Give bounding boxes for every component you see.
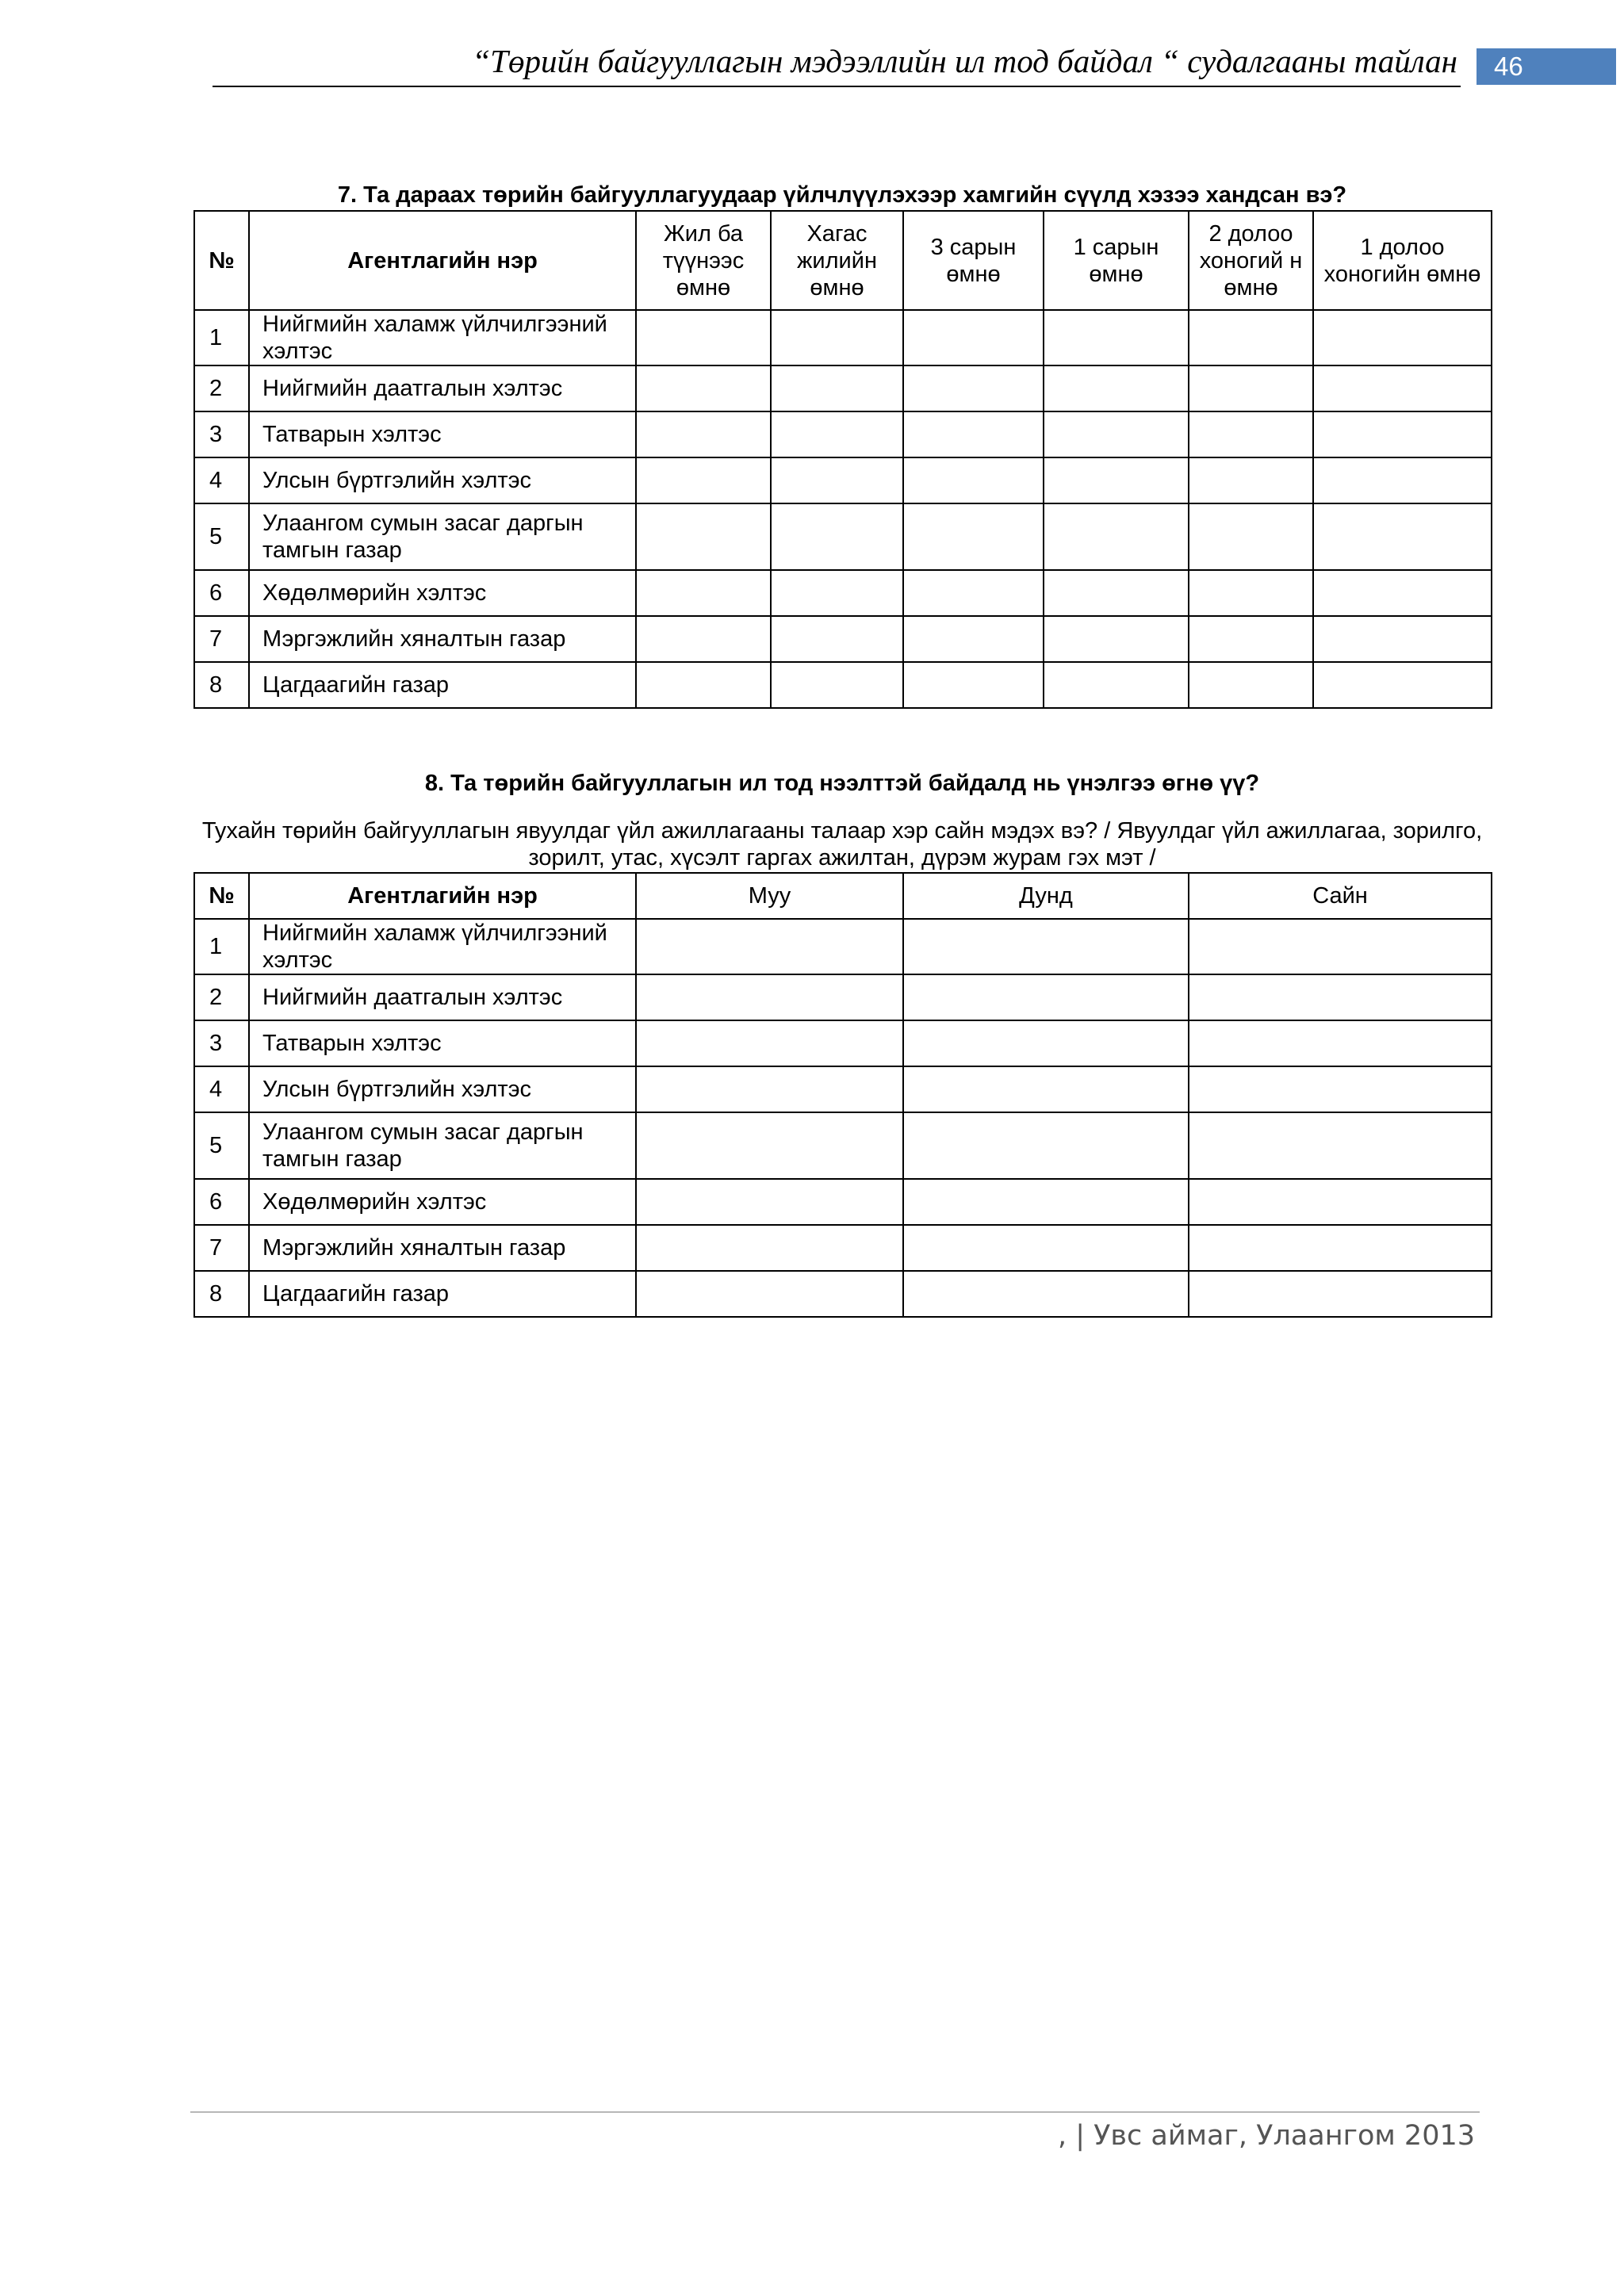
table-row (194, 457, 1492, 503)
answer-cell[interactable] (771, 310, 903, 365)
answer-cell[interactable] (636, 365, 771, 411)
answer-cell[interactable] (771, 503, 903, 570)
table-row (194, 411, 1492, 457)
question-8-title: 8. Та төрийн байгууллагын ил тод нээлттэй байдалд нь үнэлгээ өгнө үү? (424, 771, 1260, 796)
row-number: 1 (194, 310, 249, 365)
table-row (194, 1020, 1492, 1066)
header-divider (213, 86, 1461, 87)
agency-name: Мэргэжлийн хяналтын газар (249, 1225, 636, 1271)
table-row (194, 919, 1492, 974)
row-number: 7 (194, 1225, 249, 1271)
answer-cell[interactable] (1189, 919, 1492, 974)
answer-cell[interactable] (903, 570, 1044, 616)
answer-cell[interactable] (636, 919, 903, 974)
answer-cell[interactable] (636, 1225, 903, 1271)
question-7-table (193, 210, 1492, 709)
answer-cell[interactable] (1189, 1271, 1492, 1317)
agency-name: Нийгмийн халамж үйлчилгээний хэлтэс (249, 310, 636, 365)
answer-cell[interactable] (771, 616, 903, 662)
agency-name: Татварын хэлтэс (249, 1020, 636, 1066)
column-header-1-week: 1 долоо хоногийн өмнө (1313, 211, 1492, 310)
answer-cell[interactable] (903, 1066, 1189, 1112)
table-row (194, 1271, 1492, 1317)
answer-cell[interactable] (1189, 974, 1492, 1020)
row-number: 6 (194, 570, 249, 616)
column-header-no: № (194, 211, 249, 310)
answer-cell[interactable] (1313, 457, 1492, 503)
column-header-3-months: 3 сарын өмнө (903, 211, 1044, 310)
answer-cell[interactable] (903, 662, 1044, 708)
answer-cell[interactable] (1313, 503, 1492, 570)
answer-cell[interactable] (1189, 1020, 1492, 1066)
answer-cell[interactable] (636, 1271, 903, 1317)
answer-cell[interactable] (903, 1225, 1189, 1271)
answer-cell[interactable] (1189, 503, 1313, 570)
agency-name: Хөдөлмөрийн хэлтэс (249, 1179, 636, 1225)
column-header-bad: Муу (636, 873, 903, 919)
agency-name: Цагдаагийн газар (249, 662, 636, 708)
answer-cell[interactable] (1044, 411, 1189, 457)
row-number: 5 (194, 503, 249, 570)
answer-cell[interactable] (1189, 570, 1313, 616)
answer-cell[interactable] (1313, 411, 1492, 457)
answer-cell[interactable] (1189, 662, 1313, 708)
answer-cell[interactable] (1313, 570, 1492, 616)
table-row (194, 1179, 1492, 1225)
agency-name: Улсын бүртгэлийн хэлтэс (249, 457, 636, 503)
answer-cell[interactable] (903, 1112, 1189, 1179)
table-row (194, 1225, 1492, 1271)
column-header-no: № (194, 873, 249, 919)
row-number: 3 (194, 411, 249, 457)
answer-cell[interactable] (903, 503, 1044, 570)
answer-cell[interactable] (903, 919, 1189, 974)
row-number: 3 (194, 1020, 249, 1066)
table-row (194, 662, 1492, 708)
answer-cell[interactable] (903, 310, 1044, 365)
answer-cell[interactable] (771, 457, 903, 503)
row-number: 5 (194, 1112, 249, 1179)
table-row (194, 1066, 1492, 1112)
answer-cell[interactable] (903, 974, 1189, 1020)
row-number: 2 (194, 365, 249, 411)
answer-cell[interactable] (771, 365, 903, 411)
answer-cell[interactable] (903, 1179, 1189, 1225)
agency-name: Мэргэжлийн хяналтын газар (249, 616, 636, 662)
answer-cell[interactable] (636, 1179, 903, 1225)
answer-cell[interactable] (771, 662, 903, 708)
answer-cell[interactable] (903, 616, 1044, 662)
column-header-half-year: Хагас жилийн өмнө (771, 211, 903, 310)
agency-name: Татварын хэлтэс (249, 411, 636, 457)
table-row (194, 365, 1492, 411)
answer-cell[interactable] (1044, 365, 1189, 411)
answer-cell[interactable] (636, 1112, 903, 1179)
answer-cell[interactable] (1313, 310, 1492, 365)
answer-cell[interactable] (903, 411, 1044, 457)
answer-cell[interactable] (636, 1066, 903, 1112)
column-header-2-weeks: 2 долоо хоногий н өмнө (1189, 211, 1313, 310)
answer-cell[interactable] (636, 411, 771, 457)
answer-cell[interactable] (1313, 662, 1492, 708)
column-header-good: Сайн (1189, 873, 1492, 919)
answer-cell[interactable] (903, 1271, 1189, 1317)
answer-cell[interactable] (1189, 310, 1313, 365)
answer-cell[interactable] (903, 457, 1044, 503)
page-header-title: “Төрийн байгууллагын мэдээллийн ил тод байдал “ судалгааны тайлан (472, 43, 1457, 79)
answer-cell[interactable] (1189, 616, 1313, 662)
column-header-medium: Дунд (903, 873, 1189, 919)
agency-name: Улаангом сумын засаг даргын тамгын газар (249, 1112, 636, 1179)
row-number: 1 (194, 919, 249, 974)
answer-cell[interactable] (636, 616, 771, 662)
answer-cell[interactable] (636, 662, 771, 708)
answer-cell[interactable] (636, 310, 771, 365)
answer-cell[interactable] (1189, 365, 1313, 411)
answer-cell[interactable] (636, 503, 771, 570)
column-header-1-month: 1 сарын өмнө (1044, 211, 1189, 310)
row-number: 8 (194, 662, 249, 708)
question-8-description: Тухайн төрийн байгууллагын явуулдаг үйл ажиллагааны талаар хэр сайн мэдэх вэ? / Явуулдаг үйл ажиллагаа, зорилго, зорилт, утас, хүсэлт гаргах ажилтан, дүрэм журам гэх мэт / (201, 818, 1483, 871)
agency-name: Нийгмийн даатгалын хэлтэс (249, 974, 636, 1020)
answer-cell[interactable] (1044, 570, 1189, 616)
question-7-title: 7. Та дараах төрийн байгууллагуудаар үйлчлүүлэхээр хамгийн сүүлд хэзээ хандсан вэ? (337, 182, 1347, 208)
answer-cell[interactable] (1044, 503, 1189, 570)
table-row (194, 616, 1492, 662)
agency-name: Нийгмийн халамж үйлчилгээний хэлтэс (249, 919, 636, 974)
question-7-header-row (194, 211, 1492, 310)
answer-cell[interactable] (771, 570, 903, 616)
answer-cell[interactable] (1044, 457, 1189, 503)
table-row (194, 974, 1492, 1020)
answer-cell[interactable] (1313, 616, 1492, 662)
page-footer: , | Увс аймаг, Улаангом 2013 (1057, 2120, 1475, 2152)
question-8-table (193, 872, 1492, 1318)
table-row (194, 570, 1492, 616)
column-header-agency: Агентлагийн нэр (249, 211, 636, 310)
answer-cell[interactable] (1189, 457, 1313, 503)
answer-cell[interactable] (1313, 365, 1492, 411)
column-header-agency: Агентлагийн нэр (249, 873, 636, 919)
answer-cell[interactable] (1189, 1179, 1492, 1225)
row-number: 4 (194, 1066, 249, 1112)
agency-name: Цагдаагийн газар (249, 1271, 636, 1317)
row-number: 6 (194, 1179, 249, 1225)
table-row (194, 310, 1492, 365)
answer-cell[interactable] (636, 974, 903, 1020)
agency-name: Нийгмийн даатгалын хэлтэс (249, 365, 636, 411)
answer-cell[interactable] (1189, 1066, 1492, 1112)
agency-name: Улаангом сумын засаг даргын тамгын газар (249, 503, 636, 570)
answer-cell[interactable] (1044, 662, 1189, 708)
question-8-header-row (194, 873, 1492, 919)
table-row (194, 503, 1492, 570)
answer-cell[interactable] (1044, 616, 1189, 662)
answer-cell[interactable] (636, 570, 771, 616)
agency-name: Улсын бүртгэлийн хэлтэс (249, 1066, 636, 1112)
row-number: 4 (194, 457, 249, 503)
answer-cell[interactable] (1189, 1112, 1492, 1179)
agency-name: Хөдөлмөрийн хэлтэс (249, 570, 636, 616)
answer-cell[interactable] (1044, 310, 1189, 365)
page-number: 46 (1477, 48, 1616, 85)
row-number: 7 (194, 616, 249, 662)
answer-cell[interactable] (636, 1020, 903, 1066)
table-row (194, 1112, 1492, 1179)
column-header-year-or-more: Жил ба түүнээс өмнө (636, 211, 771, 310)
answer-cell[interactable] (903, 365, 1044, 411)
answer-cell[interactable] (636, 457, 771, 503)
answer-cell[interactable] (1189, 411, 1313, 457)
answer-cell[interactable] (1189, 1225, 1492, 1271)
answer-cell[interactable] (903, 1020, 1189, 1066)
footer-divider (190, 2111, 1480, 2113)
row-number: 2 (194, 974, 249, 1020)
row-number: 8 (194, 1271, 249, 1317)
answer-cell[interactable] (771, 411, 903, 457)
